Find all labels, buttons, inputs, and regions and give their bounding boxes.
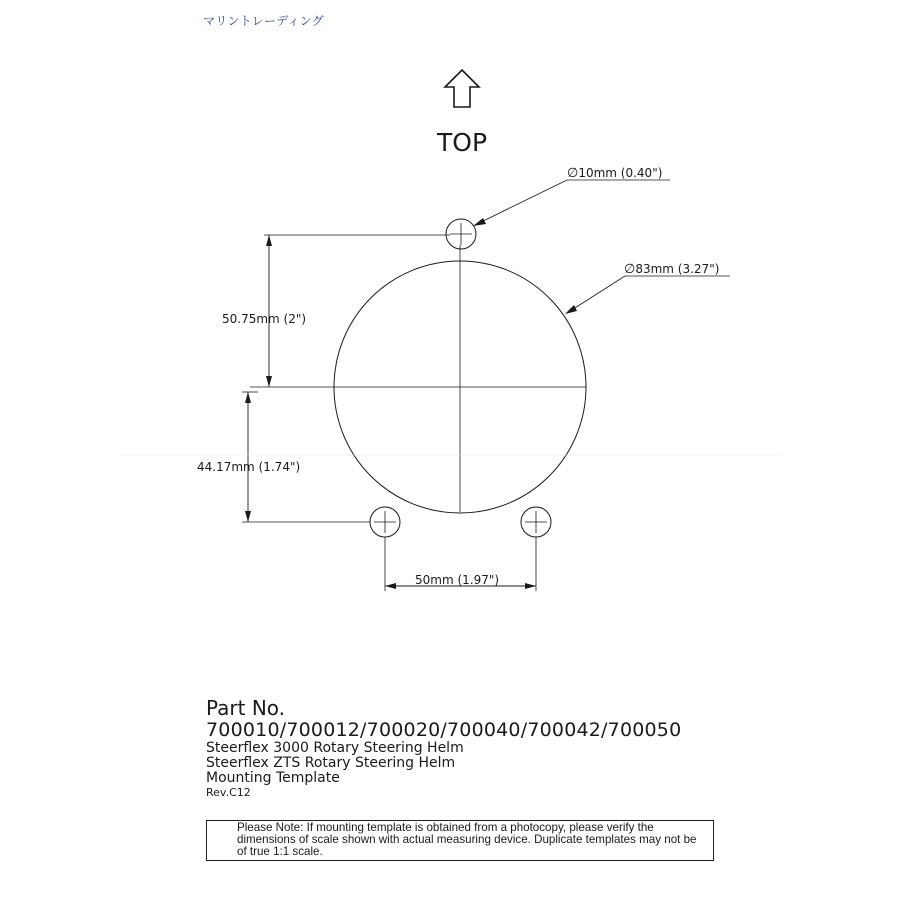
large-hole-diameter-label: [624, 262, 719, 277]
part-description-line-1: Steerflex 3000 Rotary Steering Helm: [206, 740, 464, 756]
up-arrow-icon: [445, 70, 479, 107]
lower-vertical-dimension-label: 44.17mm (1.74"): [197, 460, 301, 474]
diameter-symbol: ∅: [567, 166, 579, 181]
diameter-symbol: ∅: [624, 262, 636, 277]
part-description-line-2: Steerflex ZTS Rotary Steering Helm: [206, 755, 456, 771]
part-numbers: 700010/700012/700020/700040/700042/700050: [206, 719, 682, 741]
small-hole-diameter-value: 10mm (0.40"): [578, 166, 663, 180]
photocopy-note-box: [206, 820, 714, 861]
photocopy-note-text: Please Note: If mounting template is obtained from a photocopy, please verify the dimensions of scale shown with actual measuring device. Duplicate templates may not be of true 1:1 scale.: [237, 821, 697, 858]
large-hole-leader: [567, 276, 625, 313]
part-title: Part No.: [206, 696, 286, 720]
part-description-line-3: Mounting Template: [206, 770, 340, 786]
top-label: TOP: [437, 128, 488, 157]
small-hole-leader: [475, 180, 567, 225]
small-hole-diameter-label: [567, 166, 662, 181]
shop-name: マリントレーディング: [203, 14, 324, 28]
part-info-block: [206, 698, 681, 799]
horizontal-dimension-label: 50mm (1.97"): [415, 573, 500, 587]
upper-vertical-dimension-label: 50.75mm (2"): [222, 312, 307, 326]
large-hole-diameter-value: 83mm (3.27"): [635, 262, 720, 276]
revision-label: Rev.C12: [206, 786, 251, 799]
